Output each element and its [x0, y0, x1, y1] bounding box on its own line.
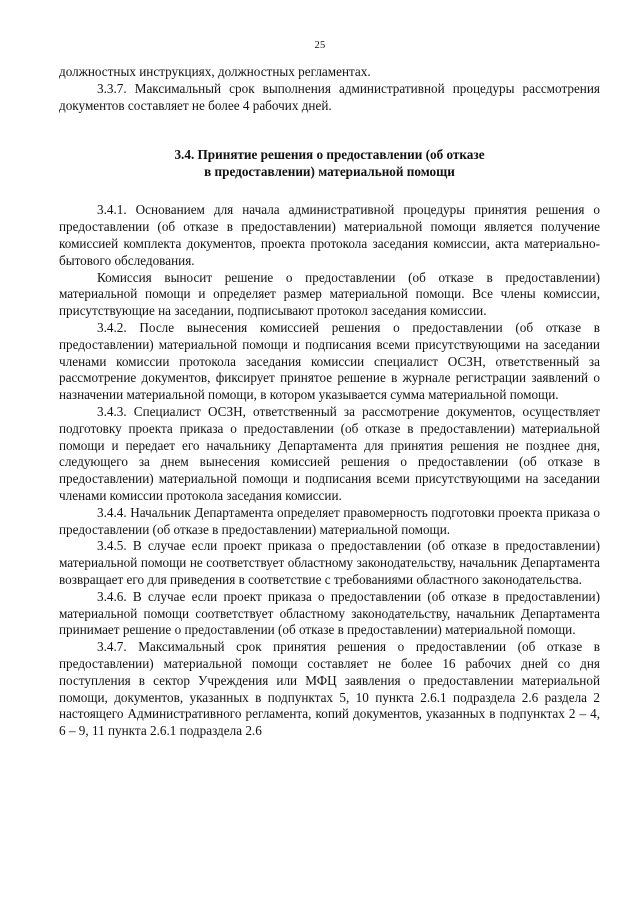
- section-heading-line-1: 3.4. Принятие решения о предоставлении (об отказе: [174, 147, 485, 163]
- paragraph-3-4-7: 3.4.7. Максимальный срок принятия решения о предоставлении (об отказе в предоставлении) материальной помощи составляет не более 16 рабочих дней со дня поступления в сектор Учреждения или МФЦ заявления о предоставлении материальной помощи, документов, указанных в подпунктах 5, 10 пункта 2.6.1 подраздела 2.6 раздела 2 настоящего Административного регламента, копий документов, указанных в подпунктах 2 – 4, 6 – 9, 11 пункта 2.6.1 подраздела 2.6: [59, 639, 600, 739]
- page-number: 25: [314, 40, 326, 51]
- section-heading-line-2: в предоставлении) материальной помощи: [204, 164, 455, 180]
- paragraph-3-4-4: 3.4.4. Начальник Департамента определяет правомерность подготовки проекта приказа о предоставлении (об отказе в предоставлении) материальной помощи.: [59, 504, 600, 537]
- intro-fragment: должностных инструкциях, должностных регламентах.: [59, 64, 371, 79]
- paragraph-3-4-3: 3.4.3. Специалист ОСЗН, ответственный за рассмотрение документов, осуществляет подготовку проекта приказа о предоставлении (об отказе в предоставлении) материальной помощи и передает его начальнику Департамента для принятия решения не позднее дня, следующего за днем вынесения комиссией решения о предоставлении (об отказе в предоставлении) материальной помощи и подписания всеми присутствующими на заседании членами комиссии протокола заседания комиссии.: [59, 403, 600, 503]
- paragraph-3-4-6: 3.4.6. В случае если проект приказа о предоставлении (об отказе в предоставлении) материальной помощи соответствует областному законодательству, начальник Департамента принимает решение о предоставлении (об отказе в предоставлении) материальной помощи.: [59, 588, 600, 638]
- paragraph-commission-decision: Комиссия выносит решение о предоставлении (об отказе в предоставлении) материальной помощи и определяет размер материальной помощи. Все члены комиссии, присутствующие на заседании, подписывают протокол заседания комиссии.: [59, 269, 600, 319]
- document-body: [59, 64, 600, 740]
- paragraph-3-4-2: 3.4.2. После вынесения комиссией решения о предоставлении (об отказе в предоставлении) материальной помощи и подписания всеми присутствующими на заседании членами комиссии протокола заседания комиссии специалист ОСЗН, ответственный за рассмотрение документов, фиксирует принятое решение в журнале регистрации заявлений о назначении материальной помощи, в котором указывается сумма материальной помощи.: [59, 319, 600, 403]
- paragraph-3-4-5: 3.4.5. В случае если проект приказа о предоставлении (об отказе в предоставлении) материальной помощи не соответствует областному законодательству, начальник Департамента возвращает его для приведения в соответствие с требованиями областного законодательства.: [59, 538, 600, 587]
- section-heading: [59, 146, 600, 180]
- paragraph-3-3-7: 3.3.7. Максимальный срок выполнения административной процедуры рассмотрения документов составляет не более 4 рабочих дней.: [59, 80, 600, 113]
- paragraph-3-4-1: 3.4.1. Основанием для начала административной процедуры принятия решения о предоставлении (об отказе в предоставлении) материальной помощи является получение комиссией комплекта документов, проекта протокола заседания комиссии, акта материально-бытового обследования.: [59, 202, 600, 268]
